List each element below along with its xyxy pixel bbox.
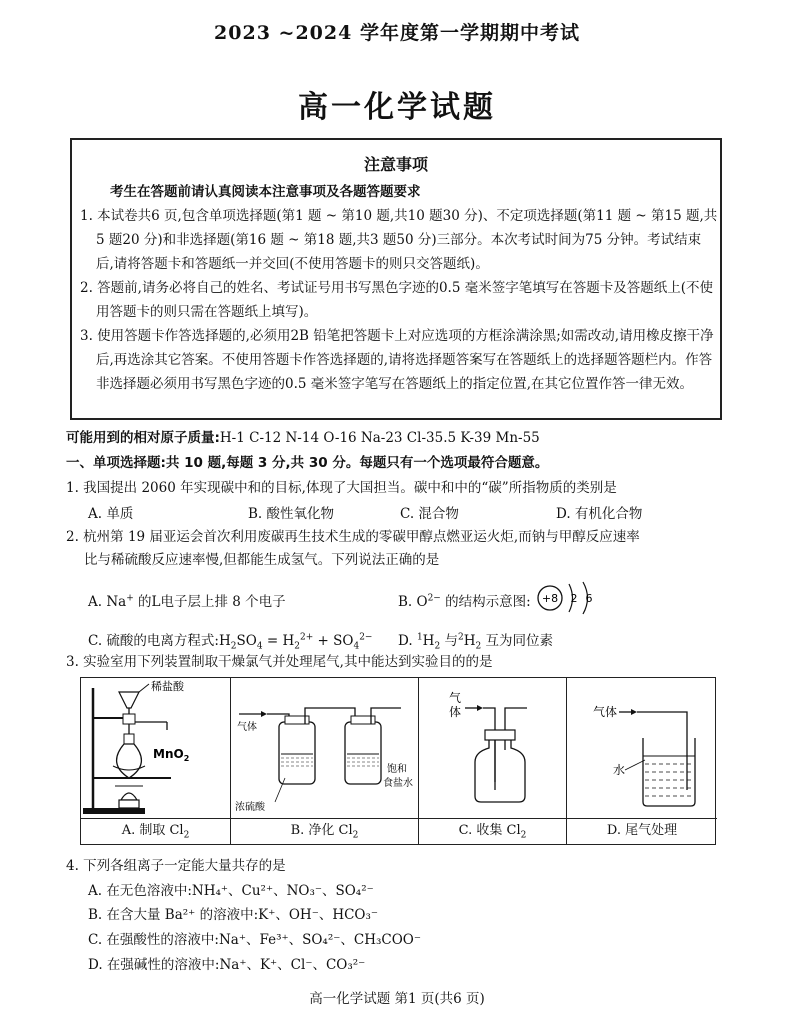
q2-option-b: B. $O^{2-}$ 的结构示意图:	[398, 593, 531, 610]
notice-subtitle: 考生在答题前请认真阅读本注意事项及各题答题要求	[110, 184, 421, 200]
brine-label-1: 饱和	[387, 764, 407, 775]
q1-stem: 1. 我国提出 2060 年实现碳中和的目标,体现了大国担当。碳中和中的“碳”所指物质的类别是	[66, 480, 617, 496]
water-label: 水	[613, 763, 626, 777]
apparatus-c-cell	[419, 678, 567, 844]
mno2-label: MnO$_2$	[153, 747, 190, 763]
q4-option-a: A. 在无色溶液中:NH₄⁺、Cu²⁺、NO₃⁻、SO₄²⁻	[88, 883, 374, 899]
gas-label-d: 气体	[593, 705, 618, 719]
q3-stem: 3. 实验室用下列装置制取干燥氯气并处理尾气,其中能达到实验目的的是	[66, 654, 493, 670]
q1-option-b: B. 酸性氧化物	[248, 506, 335, 522]
caption-d: D. 尾气处理	[567, 818, 717, 844]
apparatus-d-cell	[567, 678, 717, 844]
notice-item-2: 2. 答题前,请务必将自己的姓名、考试证号用书写黑色字迹的0.5 毫米签字笔填写在答题卡及答题纸上(不使用答题卡的则只需在答题纸上填写)。	[80, 280, 713, 320]
nucleus-charge: +8	[541, 592, 559, 605]
shell-1-electrons: 2	[570, 592, 578, 605]
exam-title: 2023 ~2024 学年度第一学期期中考试	[214, 22, 580, 44]
caption-b: B. 净化 $Cl_2$	[231, 818, 418, 844]
atomic-masses-label: 可能用到的相对原子质量:	[66, 430, 220, 446]
apparatus-a-cell	[81, 678, 231, 844]
apparatus-b-cell	[231, 678, 419, 844]
caption-c: C. 收集 $Cl_2$	[419, 818, 566, 844]
atomic-masses-values: H-1 C-12 N-14 O-16 Na-23 Cl-35.5 K-39 Mn-55	[219, 430, 540, 446]
tail-gas-absorption-diagram	[567, 678, 717, 820]
q2-option-c: C. 硫酸的电离方程式$:H_2SO_4 = H_2^{2+} + SO_4^{2-}$	[88, 632, 373, 652]
notice-item-1: 1. 本试卷共6 页,包含单项选择题(第1 题 ~ 第10 题,共10 题30 分)、不定项选择题(第11 题 ~ 第15 题,共5 题20 分)和非选择题(第16 题 ~ 第18 题,共3 题50 分)三部分。本次考试时间为75 分钟。考试结束后,请将答题卡和答题纸一并交回(不使用答题卡的则只交答题纸)。	[80, 208, 718, 272]
shell-2-electrons: 6	[585, 592, 593, 605]
brine-label-2: 食盐水	[383, 778, 413, 789]
conc-h2so4-label: 浓硫酸	[235, 802, 265, 813]
q4-option-c: C. 在强酸性的溶液中:Na⁺、Fe³⁺、SO₄²⁻、CH₃COO⁻	[88, 932, 421, 948]
hcl-label: 稀盐酸	[151, 680, 184, 693]
caption-a: A. 制取 $Cl_2$	[81, 818, 230, 844]
gas-label-vertical-1: 气	[449, 691, 462, 705]
q1-option-a: A. 单质	[88, 506, 134, 522]
gas-label: 气体	[237, 722, 257, 733]
q4-option-d: D. 在强碱性的溶液中:Na⁺、K⁺、Cl⁻、CO₃²⁻	[88, 957, 366, 973]
q2-stem-line1: 2. 杭州第 19 届亚运会首次利用废碳再生技术生成的零碳甲醇点燃亚运火炬,而钠与甲醇反应速率	[66, 529, 640, 545]
notice-list	[80, 204, 718, 396]
page-footer: 高一化学试题 第1 页(共6 页)	[309, 991, 485, 1007]
q1-option-c: C. 混合物	[400, 506, 459, 522]
q2-option-a: A. Na+ 的L电子层上排 8 个电子	[88, 593, 286, 610]
q3-apparatus-table	[80, 677, 716, 845]
q4-stem: 4. 下列各组离子一定能大量共存的是	[66, 858, 286, 874]
oxide-ion-structure-diagram	[536, 578, 606, 618]
q4-option-b: B. 在含大量 Ba²⁺ 的溶液中:K⁺、OH⁻、HCO₃⁻	[88, 907, 379, 923]
gas-washing-bottles-diagram	[231, 678, 419, 820]
section1-title: 一、单项选择题:共 10 题,每题 3 分,共 30 分。每题只有一个选项最符合题意。	[66, 455, 549, 471]
q1-option-d: D. 有机化合物	[556, 506, 643, 522]
chlorine-generator-diagram	[81, 678, 231, 820]
notice-title: 注意事项	[363, 155, 428, 174]
gas-collection-bottle-diagram	[419, 678, 567, 820]
atomic-masses	[66, 428, 736, 448]
q2-stem-line2: 比与稀硫酸反应速率慢,但都能生成氢气。下列说法正确的是	[84, 552, 440, 568]
subject-title: 高一化学试题	[298, 90, 496, 125]
notice-item-3: 3. 使用答题卡作答选择题的,必须用2B 铅笔把答题卡上对应选项的方框涂满涂黑;如需改动,请用橡皮擦干净后,再选涂其它答案。不使用答题卡作答选择题的,请将选择题答案写在答题纸上的选择题答题栏内。作答非选择题必须用书写黑色字迹的0.5 毫米签字笔写在答题纸上的指定位置,在其它位置作答一律无效。	[80, 328, 714, 392]
q2-option-d: D. $^1H_2$ 与$^2H_2$ 互为同位素	[398, 632, 554, 652]
notice-box	[70, 138, 722, 420]
gas-label-vertical-2: 体	[449, 705, 462, 719]
